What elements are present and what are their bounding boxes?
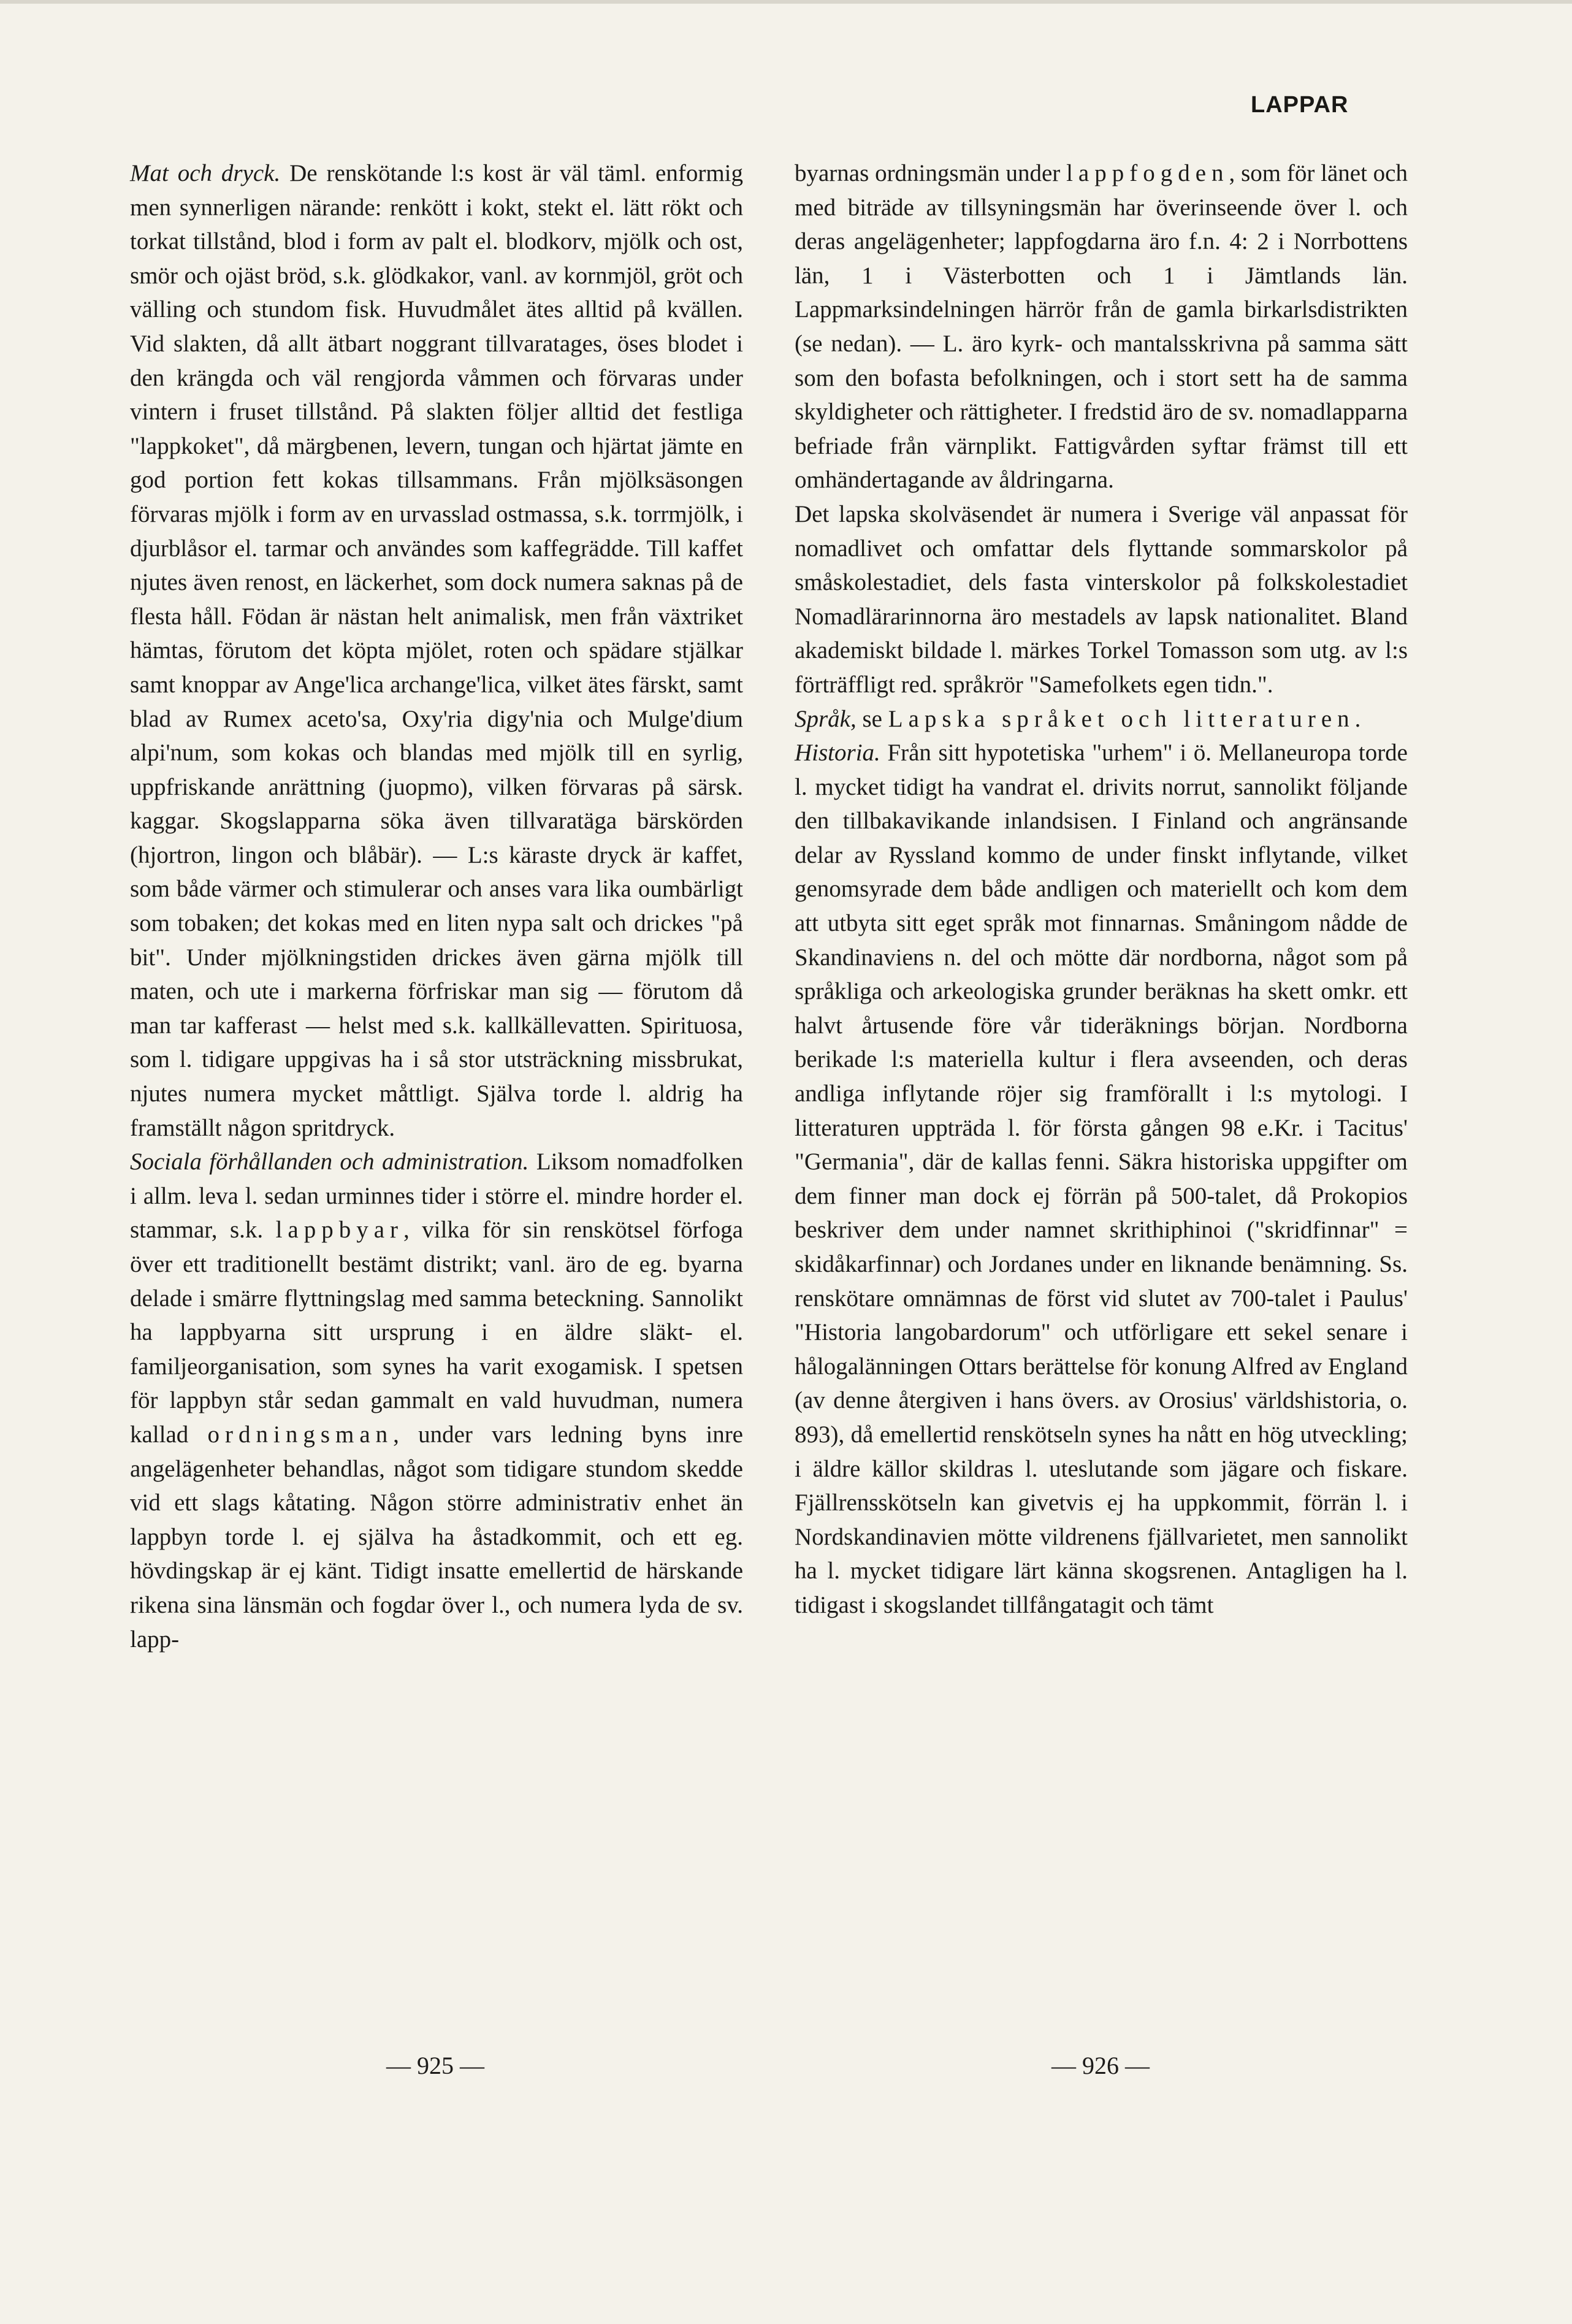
spaced-term: lappfogden [1066, 160, 1229, 186]
paragraph-language [795, 702, 1408, 736]
paragraph-administration-cont [795, 156, 1408, 497]
paragraph-schools [795, 497, 1408, 702]
paragraph-text: se [856, 705, 888, 732]
paragraph-text: , under vars ledning byns inre angelägenheter behandlas, något som tidigare stundom skedde vid ett slags kåtating. Någon större administrativ enhet än lappbyn torde l. ej själva ha åstadkommit, och ett eg. hövdingskap är ej känt. Tidigt insatte emellertid de härskande rikena sina länsmän och fogdar över l., och numera lyda de sv. lapp- [130, 1421, 743, 1653]
section-lead-history: Historia. [795, 740, 880, 766]
paragraph-text: byarnas ordningsmän under [795, 160, 1067, 186]
paragraph-social-conditions [130, 1145, 743, 1656]
page-number-left: — 925 — [386, 2052, 484, 2079]
spaced-term: ordningsman [207, 1421, 394, 1448]
paragraph-history [795, 736, 1408, 1622]
section-lead-food: Mat och dryck. [130, 160, 281, 186]
paragraph-text: De renskötande l:s kost är väl täml. enformig men synnerligen närande: renkött i kokt, stekt el. lätt rökt och torkat tillstånd, blod i form av palt el. blodkorv, mjölk och ost, smör och ojäst bröd, s.k. glödkakor, vanl. av kornmjöl, gröt och välling och stundom fisk. Huvudmålet ätes alltid på kvällen. Vid slakten, då allt ätbart noggrant tillvaratages, öses blodet i den krängda och väl rengjorda våmmen och förvaras under vintern i fruset tillstånd. På slakten följer alltid det festliga "lappkoket", då märgbenen, levern, tungan och hjärtat jämte en god portion fett kokas tillsammans. Från mjölksäsongen förvaras mjölk i form av en urvasslad ostmassa, s.k. torrmjölk, i djurblåsor el. tarmar och användes som kaffegrädde. Till kaffet njutes även renost, en läckerhet, som dock numera saknas på de flesta håll. Födan är nästan helt animalisk, men från växtriket hämtas, förutom det köpta mjölet, roten och spädare stjälkar samt knoppar av Ange'lica archange'lica, vilket ätes färskt, samt blad av Rumex aceto'sa, Oxy'ria digy'nia och Mulge'dium alpi'num, som kokas och blandas med mjölk till en syrlig, uppfriskande anrättning (juopmo), vilken förvaras på särsk. kaggar. Skogslapparna söka även tillvaratäga bärskörden (hjortron, lingon och blåbär). — L:s käraste dryck är kaffet, som både värmer och stimulerar och anses vara lika oumbärligt som tobaken; det kokas med en liten nypa salt och drickes "på bit". Under mjölkningstiden drickes även gärna mjölk till maten, och ute i markerna förfriskar man sig — förutom då man tar kafferast — helst med s.k. kallkällevatten. Spirituosa, som l. tidigare uppgivas ha i så stor utsträckning missbrukat, njutes numera mycket måttligt. Själva torde l. aldrig ha framställt någon spritdryck. [130, 160, 743, 1141]
paragraph-text: Från sitt hypotetiska "urhem" i ö. Mellaneuropa torde l. mycket tidigt ha vandrat el. drivits norrut, sannolikt följande den tillbakavikande inlandsisen. I Finland och angränsande delar av Ryssland kommo de under finskt inflytande, vilket genomsyrade dem både andligen och materiellt och kom dem att utbyta sitt eget språk mot finnarnas. Småningom nådde de Skandinaviens n. del och mötte där nordborna, något som på språkliga och arkeologiska grunder beräknas ha skett omkr. ett halvt årtusende före vår tideräknings början. Nordborna berikade l:s materiella kultur i flera avseenden, och deras andliga inflytande röjer sig framförallt i l:s mytologi. I litteraturen uppträda l. för första gången 98 e.Kr. i Tacitus' "Germania", där de kallas fenni. Säkra historiska uppgifter om dem finner man dock ej förrän på 500-talet, då Prokopios beskriver dem under namnet skrithiphinoi ("skridfinnar" = skidåkarfinnar) och Jordanes under en liknande benämning. Ss. renskötare omnämnas de först vid slutet av 700-talet i Paulus' "Historia langobardorum" och utförligare ett sekel senare i hålogalänningen Ottars berättelse för konung Alfred av England (av denne återgiven i hans övers. av Orosius' världshistoria, o. 893), då emellertid renskötseln synes ha nått en hög utveckling; i äldre källor skildras l. uteslutande som jägare och fiskare. Fjällrensskötseln kan givetvis ej ha uppkommit, förrän l. i Nordskandinavien mötte vildrenens fjällvarietet, men sannolikt ha l. mycket tidigare lärt känna skogsrenen. Antagligen ha l. tidigast i skogslandet tillfångatagit och tämt [795, 740, 1408, 1618]
right-column [795, 156, 1408, 1623]
spaced-term: lappbyar [275, 1217, 404, 1244]
section-lead-social: Sociala förhållanden och administration. [130, 1149, 529, 1175]
page-number-right: — 926 — [1051, 2052, 1150, 2079]
paragraph-text: , vilka för sin renskötsel förfoga över ett traditionellt bestämt distrikt; vanl. äro de eg. byarna delade i smärre flyttningslag med samma beteckning. Sannolikt ha lappbyarna sitt ursprung i en äldre släkt- el. familjeorganisation, som synes ha varit exogamisk. I spetsen för lappbyn står sedan gammalt en vald huvudman, numera kallad [130, 1217, 743, 1448]
left-column [130, 156, 743, 1656]
running-title: LAPPAR [1251, 92, 1349, 118]
paragraph-food-and-drink [130, 156, 743, 1145]
paragraph-text: Liksom nomadfolken i allm. leva l. sedan urminnes tider i större el. mindre horder el. stammar, s.k. [130, 1149, 743, 1244]
paragraph-text: Det lapska skolväsendet är numera i Sverige väl anpassat för nomadlivet och omfattar dels flyttande sommarskolor på småskolestadiet, dels fasta vinterskolor på folkskolestadiet Nomadlärarinnorna äro mestadels av lapsk nationalitet. Bland akademiskt bildade l. märkes Torkel Tomasson som utg. av l:s förträffligt red. språkrör "Samefolkets egen tidn.". [795, 500, 1408, 698]
paragraph-text: , som för länet och med biträde av tillsyningsmän har överinseende över l. och deras angelägenheter; lappfogdarna äro f.n. 4: 2 i Norrbottens län, 1 i Västerbotten och 1 i Jämtlands län. Lappmarksindelningen härrör från de gamla birkarlsdistrikten (se nedan). — L. äro kyrk- och mantalsskrivna på samma sätt som den bofasta befolkningen, och i stort sett ha de samma skyldigheter och rättigheter. I fredstid äro de sv. nomadlapparna befriade från värnplikt. Fattigvården syftar främst till ett omhändertagande av åldringarna. [795, 160, 1408, 494]
section-lead-language: Språk, [795, 705, 857, 732]
cross-reference: Lapska språket och litteraturen [888, 705, 1355, 732]
paragraph-text: . [1354, 705, 1361, 732]
